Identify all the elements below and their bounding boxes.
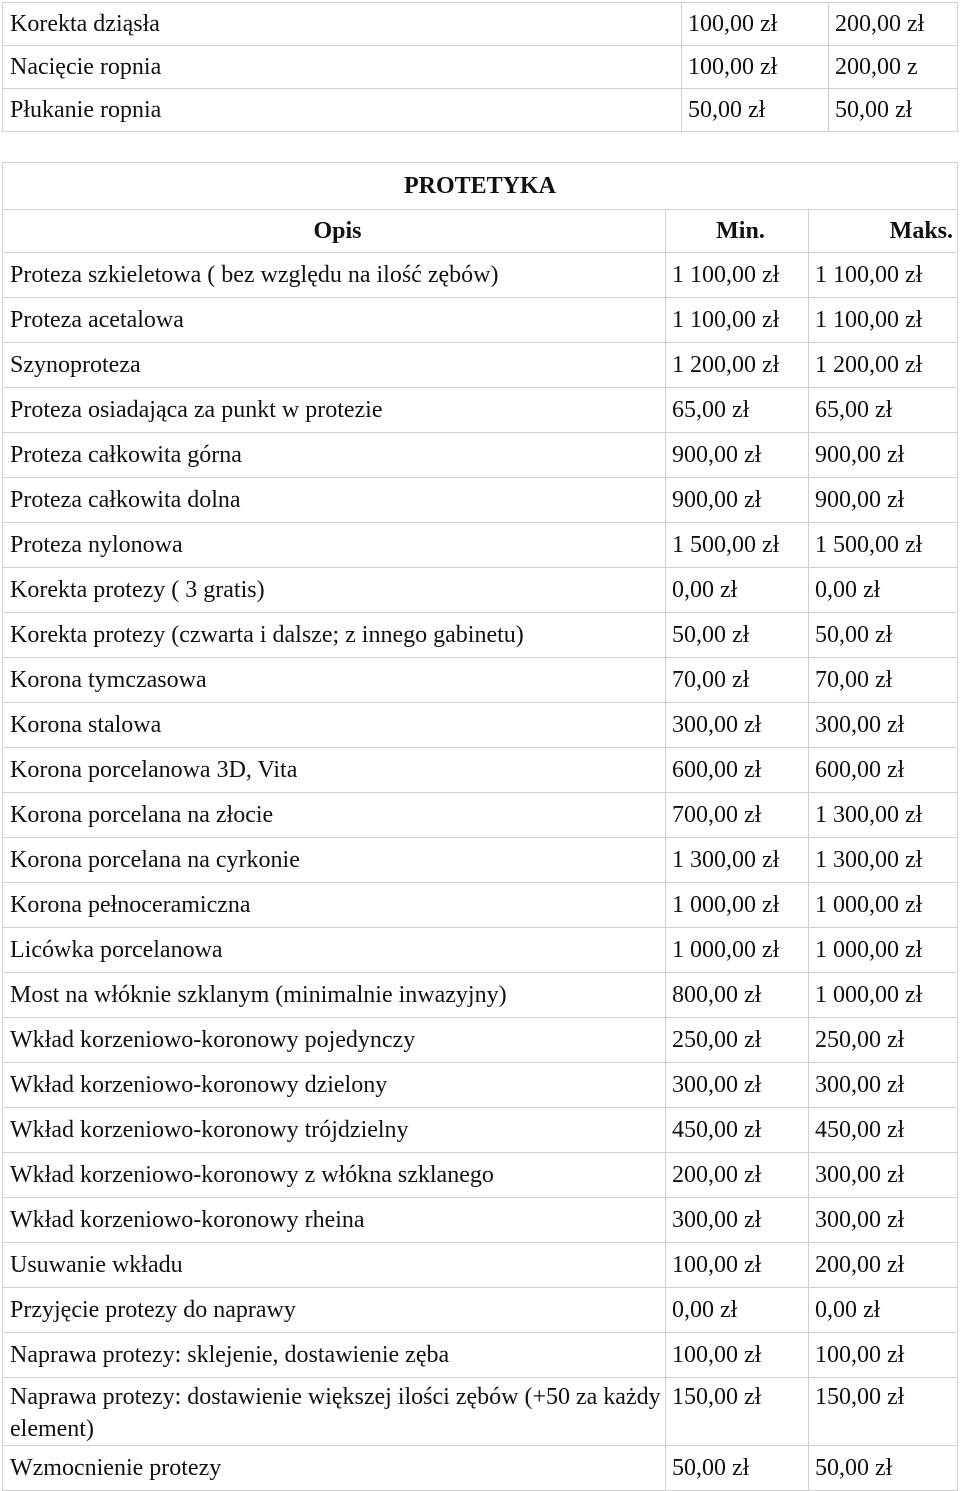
price-max: 1 300,00 zł [809, 838, 958, 883]
service-description: Proteza szkieletowa ( bez względu na ilość zębów) [3, 253, 666, 298]
price-min: 0,00 zł [666, 1288, 809, 1333]
price-max: 65,00 zł [809, 388, 958, 433]
price-min: 1 100,00 zł [666, 253, 809, 298]
table-row [3, 973, 958, 1018]
table-row [3, 298, 958, 343]
service-description: Wkład korzeniowo-koronowy rheina [3, 1198, 666, 1243]
price-min: 1 100,00 zł [666, 298, 809, 343]
price-max: 300,00 zł [809, 1198, 958, 1243]
table-row [3, 1153, 958, 1198]
table-row [3, 1288, 958, 1333]
price-max: 50,00 zł [809, 1446, 958, 1491]
section-title-row [3, 163, 958, 210]
price-max: 50,00 zł [829, 89, 958, 132]
price-max: 200,00 zł [809, 1243, 958, 1288]
service-description: Nacięcie ropnia [3, 46, 682, 89]
service-description: Korona tymczasowa [3, 658, 666, 703]
price-min: 1 000,00 zł [666, 883, 809, 928]
price-max: 250,00 zł [809, 1018, 958, 1063]
table-row [3, 793, 958, 838]
price-min: 1 500,00 zł [666, 523, 809, 568]
price-max: 300,00 zł [809, 1063, 958, 1108]
table-row [3, 1446, 958, 1491]
service-description: Proteza acetalowa [3, 298, 666, 343]
price-max: 50,00 zł [809, 613, 958, 658]
price-max: 900,00 zł [809, 478, 958, 523]
price-min: 300,00 zł [666, 1063, 809, 1108]
service-description: Wkład korzeniowo-koronowy pojedynczy [3, 1018, 666, 1063]
table-row [3, 478, 958, 523]
price-min: 1 000,00 zł [666, 928, 809, 973]
price-min: 300,00 zł [666, 703, 809, 748]
column-header-max: Maks. [809, 210, 958, 253]
price-min: 50,00 zł [666, 613, 809, 658]
service-description: Usuwanie wkładu [3, 1243, 666, 1288]
price-max: 300,00 zł [809, 1153, 958, 1198]
service-description: Korona pełnoceramiczna [3, 883, 666, 928]
price-max: 1 000,00 zł [809, 928, 958, 973]
price-min: 50,00 zł [666, 1446, 809, 1491]
price-max: 70,00 zł [809, 658, 958, 703]
price-min: 70,00 zł [666, 658, 809, 703]
price-max: 1 000,00 zł [809, 973, 958, 1018]
table-row [3, 1378, 958, 1446]
service-description: Proteza nylonowa [3, 523, 666, 568]
price-max: 300,00 zł [809, 703, 958, 748]
service-description: Proteza całkowita górna [3, 433, 666, 478]
price-min: 300,00 zł [666, 1198, 809, 1243]
table-row [3, 703, 958, 748]
table-row [3, 883, 958, 928]
price-max: 1 500,00 zł [809, 523, 958, 568]
table-row [3, 1198, 958, 1243]
price-max: 150,00 zł [809, 1378, 958, 1446]
service-description: Płukanie ropnia [3, 89, 682, 132]
price-min: 900,00 zł [666, 433, 809, 478]
table-row [3, 1018, 958, 1063]
price-max: 600,00 zł [809, 748, 958, 793]
price-max: 900,00 zł [809, 433, 958, 478]
table-row [3, 658, 958, 703]
table-row [3, 388, 958, 433]
table-row [3, 1063, 958, 1108]
price-max: 0,00 zł [809, 568, 958, 613]
service-description: Szynoproteza [3, 343, 666, 388]
service-description: Przyjęcie protezy do naprawy [3, 1288, 666, 1333]
price-min: 900,00 zł [666, 478, 809, 523]
table-row [3, 613, 958, 658]
service-description: Korekta protezy (czwarta i dalsze; z innego gabinetu) [3, 613, 666, 658]
table-row [3, 46, 958, 89]
service-description: Licówka porcelanowa [3, 928, 666, 973]
price-min: 700,00 zł [666, 793, 809, 838]
table-row [3, 928, 958, 973]
table-row [3, 523, 958, 568]
section-title: PROTETYKA [3, 163, 958, 210]
table-row [3, 253, 958, 298]
table-row [3, 433, 958, 478]
price-min: 50,00 zł [682, 89, 829, 132]
price-table-protetyka [2, 162, 958, 1491]
service-description: Wkład korzeniowo-koronowy trójdzielny [3, 1108, 666, 1153]
price-max: 1 000,00 zł [809, 883, 958, 928]
table-row [3, 568, 958, 613]
service-description: Korona porcelana na złocie [3, 793, 666, 838]
table-row [3, 343, 958, 388]
price-min: 450,00 zł [666, 1108, 809, 1153]
table-row [3, 89, 958, 132]
table-row [3, 1108, 958, 1153]
service-description: Wkład korzeniowo-koronowy dzielony [3, 1063, 666, 1108]
price-table-top [2, 2, 958, 132]
table-row [3, 838, 958, 883]
table-row [3, 1243, 958, 1288]
table-row [3, 3, 958, 46]
price-min: 65,00 zł [666, 388, 809, 433]
price-min: 100,00 zł [666, 1333, 809, 1378]
price-max: 200,00 z [829, 46, 958, 89]
price-max: 1 200,00 zł [809, 343, 958, 388]
price-min: 100,00 zł [682, 46, 829, 89]
table-row [3, 748, 958, 793]
service-description: Most na włóknie szklanym (minimalnie inwazyjny) [3, 973, 666, 1018]
service-description: Naprawa protezy: sklejenie, dostawienie zęba [3, 1333, 666, 1378]
service-description: Proteza całkowita dolna [3, 478, 666, 523]
service-description: Proteza osiadająca za punkt w protezie [3, 388, 666, 433]
service-description: Korona porcelanowa 3D, Vita [3, 748, 666, 793]
service-description: Korekta protezy ( 3 gratis) [3, 568, 666, 613]
service-description: Korona porcelana na cyrkonie [3, 838, 666, 883]
column-header-min: Min. [666, 210, 809, 253]
service-description: Wkład korzeniowo-koronowy z włókna szklanego [3, 1153, 666, 1198]
service-description: Korona stalowa [3, 703, 666, 748]
price-min: 100,00 zł [682, 3, 829, 46]
service-description: Wzmocnienie protezy [3, 1446, 666, 1491]
service-description: Naprawa protezy: dostawienie większej ilości zębów (+50 za każdy element) [3, 1378, 666, 1446]
service-description: Korekta dziąsła [3, 3, 682, 46]
price-max: 200,00 zł [829, 3, 958, 46]
price-min: 1 300,00 zł [666, 838, 809, 883]
table-row [3, 1333, 958, 1378]
price-max: 0,00 zł [809, 1288, 958, 1333]
price-max: 1 100,00 zł [809, 253, 958, 298]
price-min: 800,00 zł [666, 973, 809, 1018]
price-max: 450,00 zł [809, 1108, 958, 1153]
price-min: 200,00 zł [666, 1153, 809, 1198]
price-min: 250,00 zł [666, 1018, 809, 1063]
price-max: 100,00 zł [809, 1333, 958, 1378]
column-header-row [3, 210, 958, 253]
price-min: 0,00 zł [666, 568, 809, 613]
price-min: 600,00 zł [666, 748, 809, 793]
price-max: 1 100,00 zł [809, 298, 958, 343]
price-min: 100,00 zł [666, 1243, 809, 1288]
column-header-description: Opis [3, 210, 666, 253]
price-min: 150,00 zł [666, 1378, 809, 1446]
price-min: 1 200,00 zł [666, 343, 809, 388]
price-max: 1 300,00 zł [809, 793, 958, 838]
